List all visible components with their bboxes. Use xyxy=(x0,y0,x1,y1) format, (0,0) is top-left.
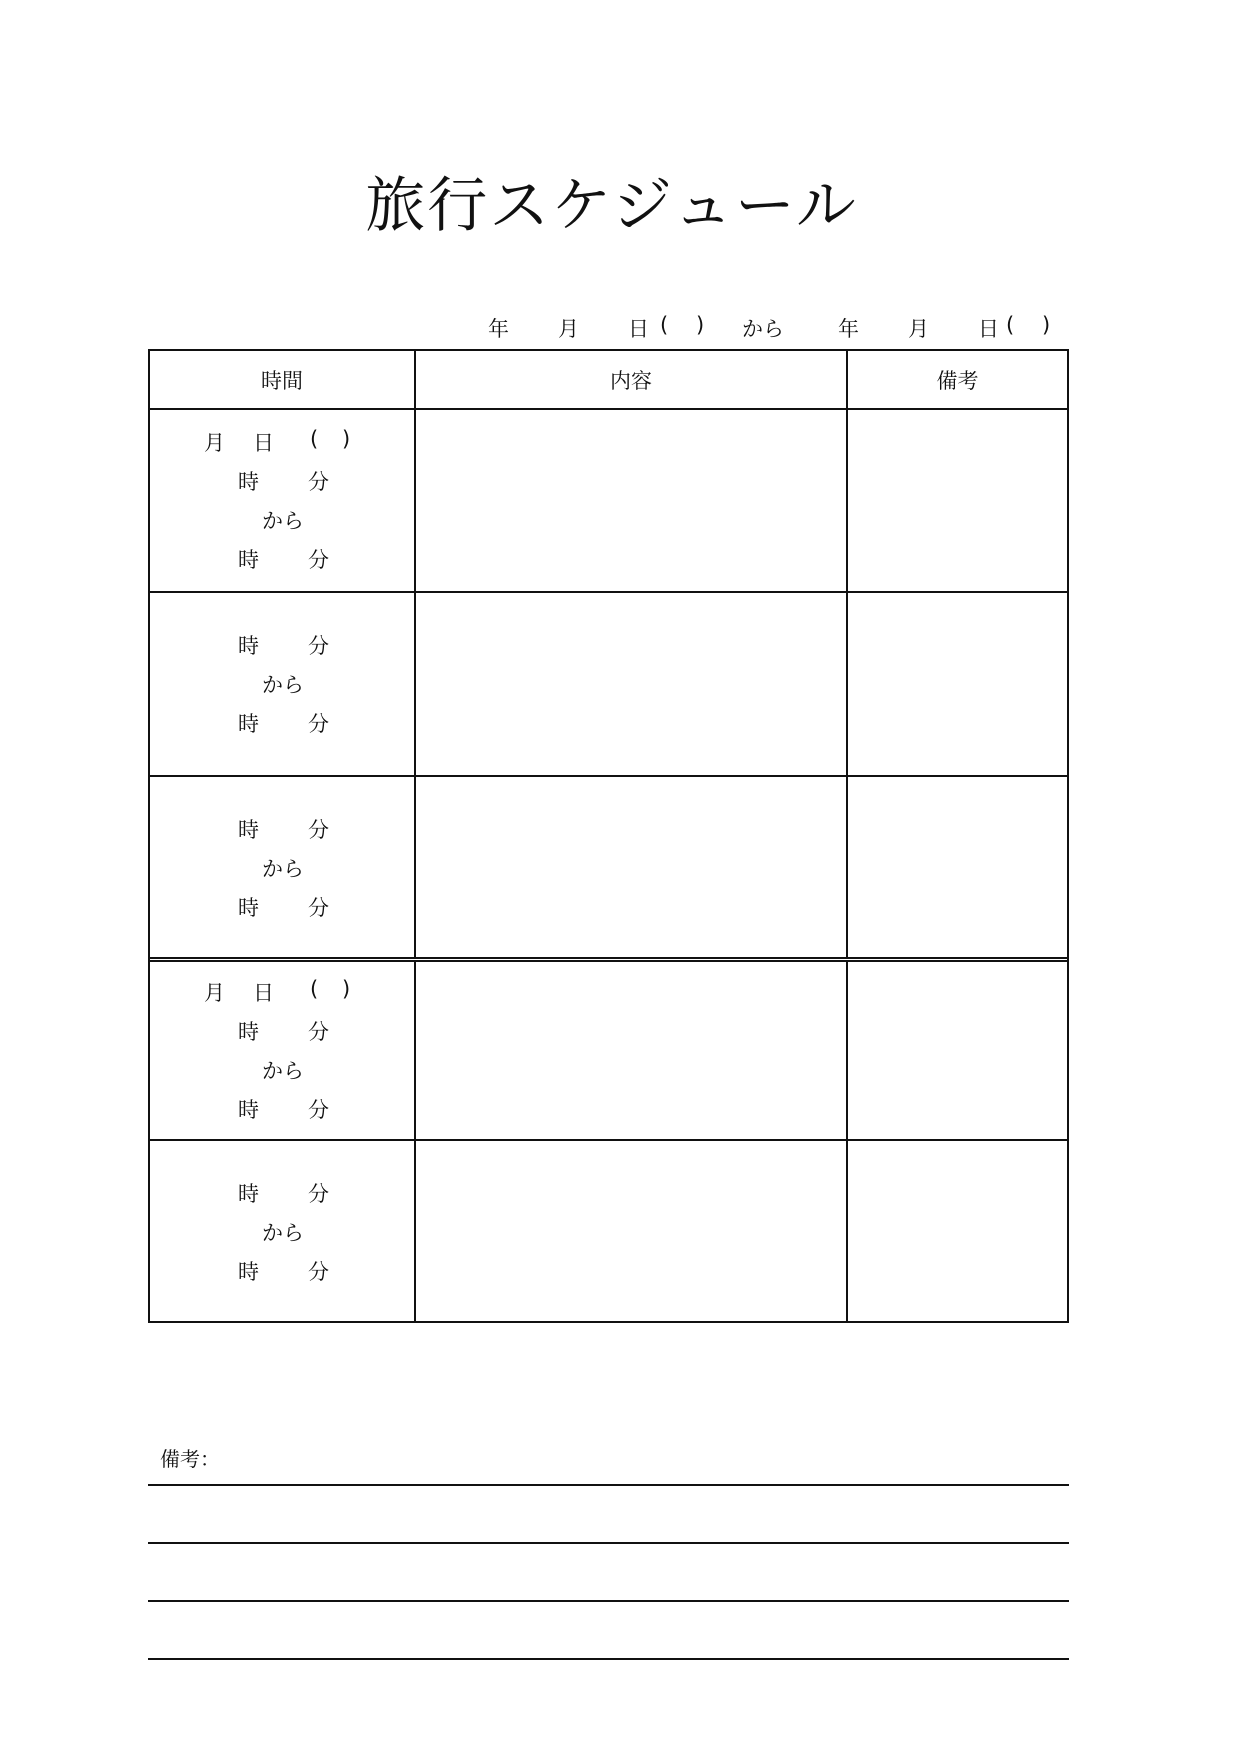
start-minute-label: 分 xyxy=(308,818,329,842)
end-hour-label: 時 xyxy=(238,896,259,920)
end-hour-label: 時 xyxy=(238,1260,259,1284)
end-day-label[interactable]: 日 xyxy=(978,317,999,341)
start-year-label[interactable]: 年 xyxy=(488,317,509,341)
notes-cell[interactable] xyxy=(848,410,1067,591)
start-minute-label: 分 xyxy=(308,1020,329,1044)
start-hour-label: 時 xyxy=(238,470,259,494)
content-cell[interactable] xyxy=(416,962,848,1139)
end-month-label[interactable]: 月 xyxy=(908,317,929,341)
start-weekday-open: ( xyxy=(660,313,669,337)
header-time: 時間 xyxy=(150,351,416,408)
content-cell[interactable] xyxy=(416,1141,848,1321)
start-weekday-close: ) xyxy=(696,313,705,337)
end-year-label[interactable]: 年 xyxy=(838,317,859,341)
start-hour-label: 時 xyxy=(238,634,259,658)
start-minute-label: 分 xyxy=(308,634,329,658)
end-weekday-close: ) xyxy=(1042,313,1051,337)
weekday-open: ( xyxy=(310,977,319,1001)
notes-line[interactable] xyxy=(148,1484,1069,1486)
content-cell[interactable] xyxy=(416,410,848,591)
end-weekday-open: ( xyxy=(1006,313,1015,337)
month-label: 月 xyxy=(204,431,225,455)
notes-line[interactable] xyxy=(148,1542,1069,1544)
end-hour-label: 時 xyxy=(238,1098,259,1122)
schedule-row xyxy=(150,775,1067,957)
schedule-table xyxy=(148,349,1069,1323)
content-cell[interactable] xyxy=(416,593,848,775)
from-label: から xyxy=(262,509,304,533)
content-cell[interactable] xyxy=(416,777,848,957)
end-minute-label: 分 xyxy=(308,1098,329,1122)
time-cell[interactable] xyxy=(150,410,416,591)
range-from-label: から xyxy=(742,317,784,341)
schedule-row xyxy=(150,1139,1067,1321)
notes-cell[interactable] xyxy=(848,593,1067,775)
day-label: 日 xyxy=(253,431,274,455)
schedule-row xyxy=(150,957,1067,1139)
time-cell[interactable] xyxy=(150,593,416,775)
month-label: 月 xyxy=(204,981,225,1005)
page-title: 旅行スケジュール xyxy=(365,171,858,241)
notes-cell[interactable] xyxy=(848,962,1067,1139)
notes-cell[interactable] xyxy=(848,1141,1067,1321)
end-hour-label: 時 xyxy=(238,548,259,572)
end-minute-label: 分 xyxy=(308,712,329,736)
notes-cell[interactable] xyxy=(848,777,1067,957)
end-minute-label: 分 xyxy=(308,1260,329,1284)
table-header-row xyxy=(150,351,1067,408)
time-cell[interactable] xyxy=(150,1141,416,1321)
from-label: から xyxy=(262,857,304,881)
start-minute-label: 分 xyxy=(308,1182,329,1206)
weekday-close: ) xyxy=(342,977,351,1001)
schedule-row xyxy=(150,591,1067,775)
start-hour-label: 時 xyxy=(238,1020,259,1044)
header-notes: 備考 xyxy=(936,368,979,393)
header-content: 内容 xyxy=(416,351,848,408)
weekday-close: ) xyxy=(342,427,351,451)
schedule-row xyxy=(150,408,1067,591)
start-hour-label: 時 xyxy=(238,818,259,842)
from-label: から xyxy=(262,673,304,697)
end-hour-label: 時 xyxy=(238,712,259,736)
end-minute-label: 分 xyxy=(308,896,329,920)
notes-line[interactable] xyxy=(148,1658,1069,1660)
start-day-label[interactable]: 日 xyxy=(628,317,649,341)
start-month-label[interactable]: 月 xyxy=(558,317,579,341)
end-minute-label: 分 xyxy=(308,548,329,572)
time-cell[interactable] xyxy=(150,962,416,1139)
weekday-open: ( xyxy=(310,427,319,451)
from-label: から xyxy=(262,1059,304,1083)
from-label: から xyxy=(262,1221,304,1245)
date-range xyxy=(470,313,1070,347)
notes-line[interactable] xyxy=(148,1600,1069,1602)
start-minute-label: 分 xyxy=(308,470,329,494)
day-label: 日 xyxy=(253,981,274,1005)
time-cell[interactable] xyxy=(150,777,416,957)
notes-section-label: 備考： xyxy=(160,1447,220,1471)
start-hour-label: 時 xyxy=(238,1182,259,1206)
